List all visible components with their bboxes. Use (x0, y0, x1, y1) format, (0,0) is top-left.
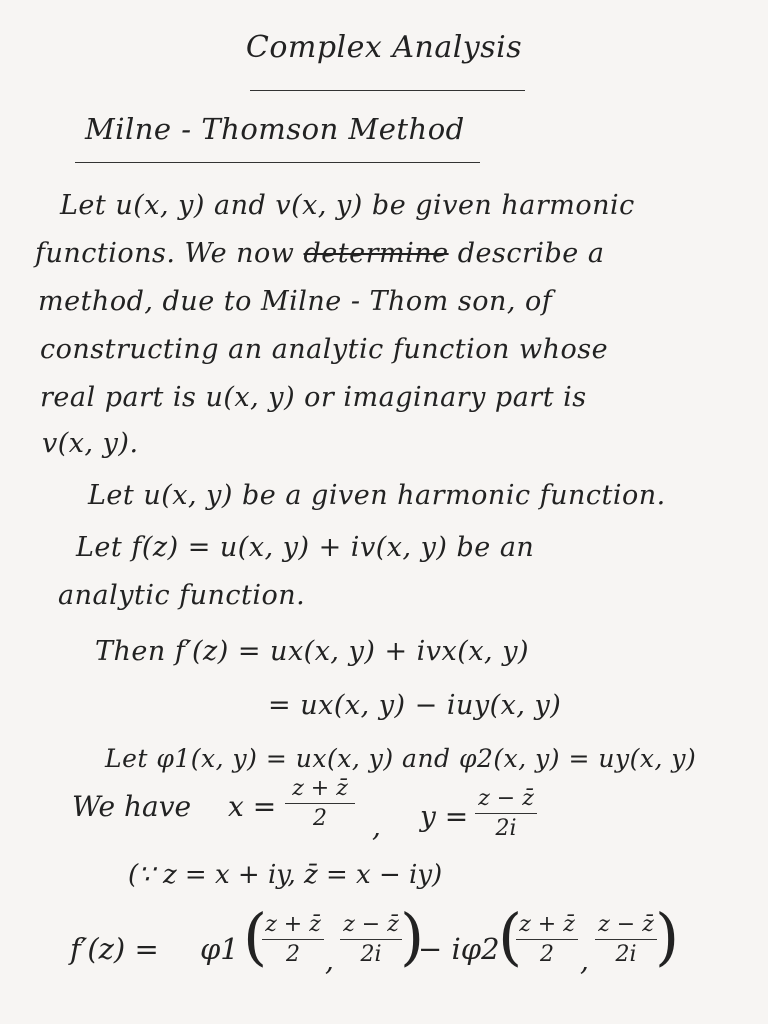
fraction-a-num: z + z̄ (262, 912, 324, 940)
section-heading: Milne - Thomson Method (85, 112, 465, 146)
final-lhs: f′(z) = (70, 932, 159, 966)
phi1-symbol: φ1 (200, 932, 239, 966)
title-underline (250, 90, 525, 91)
fraction-c-num: z + z̄ (516, 912, 578, 940)
close-paren: ) (400, 900, 425, 973)
text-line: real part is u(x, y) or imaginary part is (40, 382, 587, 413)
because-note: (∵ z = x + iy, z̄ = x − iy) (128, 860, 443, 890)
x-denominator: 2 (313, 806, 327, 831)
text-line: constructing an analytic function whose (40, 334, 609, 365)
y-lhs: y = (420, 800, 469, 833)
comma: , (372, 810, 381, 843)
fraction-a (262, 912, 324, 967)
equation-line: Let φ1(x, y) = ux(x, y) and φ2(x, y) = uy(x, y) (105, 744, 697, 773)
text-fragment: functions. We now (35, 238, 295, 269)
text-line (35, 238, 604, 269)
open-paren: ( (243, 900, 268, 973)
text-line: v(x, y). (42, 428, 139, 459)
fraction-b-num: z − z̄ (340, 912, 402, 940)
text-line: Let f(z) = u(x, y) + iv(x, y) be an (76, 532, 535, 563)
fraction-b-den: 2i (360, 942, 382, 967)
fraction-c-den: 2 (540, 942, 554, 967)
separator: , (325, 944, 334, 977)
open-paren: ( (498, 900, 523, 973)
separator: , (580, 944, 589, 977)
fraction-b (340, 912, 402, 967)
we-have-label: We have (72, 790, 192, 823)
x-fraction (285, 776, 355, 831)
x-numerator: z + z̄ (285, 776, 355, 804)
text-line: analytic function. (58, 580, 306, 611)
text-line: method, due to Milne - Thom son, of (38, 286, 553, 317)
fraction-d-den: 2i (615, 942, 637, 967)
text-line: Let u(x, y) and v(x, y) be given harmonic (60, 190, 635, 221)
page-title: Complex Analysis (245, 30, 523, 65)
x-lhs: x = (228, 790, 277, 823)
fraction-a-den: 2 (286, 942, 300, 967)
y-numerator: z − z̄ (475, 786, 537, 814)
y-fraction (475, 786, 537, 841)
fraction-d (595, 912, 657, 967)
fraction-d-num: z − z̄ (595, 912, 657, 940)
equation-line: Then f′(z) = ux(x, y) + ivx(x, y) (95, 636, 529, 667)
text-line: Let u(x, y) be a given harmonic function. (88, 480, 666, 511)
y-denominator: 2i (495, 816, 517, 841)
heading-underline (75, 162, 480, 163)
equation-line: = ux(x, y) − iuy(x, y) (268, 690, 562, 721)
fraction-c (516, 912, 578, 967)
minus-i-phi2: − iφ2 (418, 932, 500, 966)
close-paren: ) (655, 900, 680, 973)
struck-word: determine (303, 238, 449, 269)
text-fragment: describe a (457, 238, 605, 269)
